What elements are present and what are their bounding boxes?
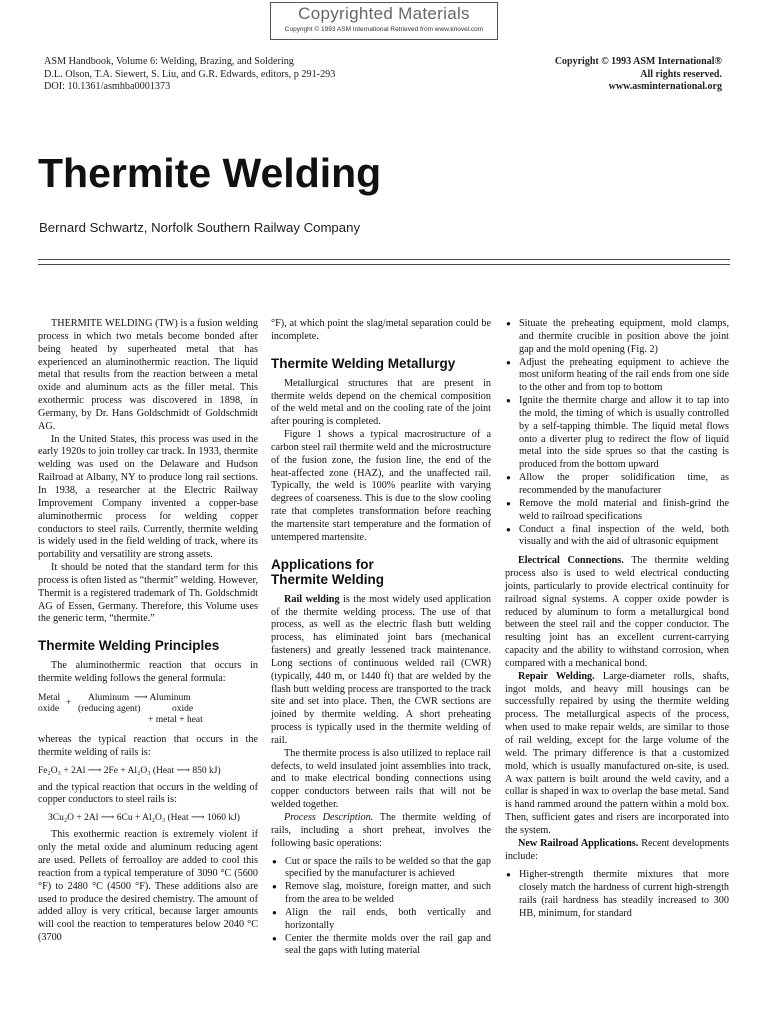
equation-rails: Fe₂O₃ + 2Al ⟶ 2Fe + Al₂O₃ (Heat ⟶ 850 kJ) <box>38 765 221 776</box>
rail-welding-runin: Rail welding <box>284 593 340 605</box>
electrical-connections-text: The thermite welding process also is used to weld electrical conducting joints, particularly to provide electrical continuity for railroad signal systems. A copper oxide powder is reduced by aluminum to form a metallurgical bond between the steel rail and the copper conductor. The resulting joint has an excellent current-carrying capacity and the ability to withstand corrosion, when compared with a mechanical bond. <box>505 555 729 669</box>
formula-reducing-agent: (reducing agent) <box>78 703 141 714</box>
list-item: ● Allow the proper solidification time, as recommended by the manufacturer <box>505 472 729 498</box>
process-description-text: The thermite welding of rails, including a short preheat, involves the following basic operations: <box>271 812 491 849</box>
list-item: ● Align the rail ends, both vertically and horizontally <box>271 907 491 933</box>
repair-welding-paragraph <box>505 671 729 838</box>
formula-product-oxide: oxide <box>172 703 194 714</box>
metallurgy-paragraph-1: Metallurgical structures that are present in thermite welds depend on the chemical composition of the weld metal and on the cooling rate of the joint after pouring is completed. <box>271 377 491 428</box>
column-1 <box>38 318 258 945</box>
article-title: Thermite Welding <box>38 150 382 196</box>
citation-line-1: ASM Handbook, Volume 6: Welding, Brazing, and Soldering <box>44 56 294 67</box>
formula-plus: + <box>66 697 72 708</box>
developments-list <box>505 869 729 920</box>
slag-continuation: °F), at which point the slag/metal separation could be incomplete. <box>271 318 491 342</box>
operations-list <box>271 856 491 959</box>
list-item: ● Conduct a final inspection of the weld, both visually and with the aid of ultrasonic equipment <box>505 524 729 550</box>
heading-applications <box>271 557 491 587</box>
repair-welding-text: Large-diameter rolls, shafts, ingot molds, and heavy mill housings can be successfully repaired by using the thermite welding process. The metallurgical aspects of the process, when used to make repair welds, are similar to those of rail welding, except for the large volume of the weld. The primary difference is that a customized mold, which is usually manufactured on-site, is used. A wax pattern is built around the weld cavity, and a collar is shaped in wax to overlap the base metal. Sand is hand rammed around the pattern within a mold box. Then, sufficient gates and risers are incorporated into the system. <box>505 670 729 836</box>
rail-defects-paragraph: The thermite process is also utilized to replace rail defects, to weld insulated joint assemblies into track, and to make electrical bonding connections using copper conductors between rails that will not be welded together. <box>271 747 491 811</box>
rights-line-2: All rights reserved. <box>640 68 722 80</box>
list-item: ● Higher-strength thermite mixtures that more closely match the hardness of current high-strength rails (rail hardness has steadily increased to 300 HB, minimum, for standard <box>505 869 729 920</box>
formula-arrow-product: ⟶ Aluminum <box>134 692 191 703</box>
copyright-title: Copyrighted Materials <box>298 4 470 23</box>
copper-reaction-intro: and the typical reaction that occurs in the welding of copper conductors to steel rails is: <box>38 781 258 806</box>
heading-metallurgy: Thermite Welding Metallurgy <box>271 355 456 371</box>
terminology-paragraph: It should be noted that the standard term for this process is often listed as “thermit” welding. However, Thermit is a registered trademark of Th. Goldschmidt AG of Essen, Germany. Therefore, this Volume uses the generic term, “thermite.” <box>38 562 258 625</box>
new-railroad-text: Recent developments include: <box>505 837 729 862</box>
formula-metal: Metal <box>38 692 61 703</box>
rights-block <box>555 56 722 94</box>
formula-aluminum: Aluminum <box>88 692 130 703</box>
list-item: ● Remove slag, moisture, foreign matter, and such from the area to be welded <box>271 881 491 907</box>
rail-welding-text: is the most widely used application of the thermite welding process. The use of that process, as well as the electric flash butt welding process, has eliminated joint bars (mechanical fasteners) and greatly lessened track maintenance. Long sections of continuous welded rail (CWR) (typically, 440 m, or 1440 ft) that are welded by the flash butt welding process are transported to the track site and set into place. Then, the CWR sections are joined by thermite welding. A short preheating process is typically used in the thermite welding of rail. <box>271 593 492 746</box>
copyright-subtitle: Copyright © 1993 ASM International Retrieved from www.knovel.com <box>284 26 484 33</box>
citation-line-2: D.L. Olson, T.A. Siewert, S. Liu, and G.R. Edwards, editors, p 291-293 <box>44 68 336 80</box>
electrical-connections-runin: Electrical Connections. <box>518 555 624 567</box>
process-description-runin: Process Description. <box>284 812 374 823</box>
general-formula <box>38 693 258 727</box>
exothermic-paragraph: This exothermic reaction is extremely violent if only the metal oxide and aluminum reducing agent are used. Pellets of ferroalloy are added to cool this reaction from a typical temperature of 3090 °C (5600 °F) to 2480 °C (4500 °F). These additions also are used to produce the desired chemistry. The amount of added alloy is very critical, because larger amounts will cool the reaction to temperatures below 2040 °C (3700 <box>38 829 258 944</box>
electrical-connections-paragraph <box>505 555 729 671</box>
metallurgy-paragraph-2: Figure 1 shows a typical macrostructure of a carbon steel rail thermite weld and the microstructure of the fusion zone, the fusion line, the end of the heat-affected zone (HAZ), and the unaffected rail. Typically, the weld is 100% pearlite with varying degrees of coarseness. This is due to the slow cooling rate that completes transformation before reaching the martensite start temperature and the formation of untempered martensite. <box>271 429 491 543</box>
repair-welding-runin: Repair Welding. <box>518 670 595 682</box>
rights-url: www.asminternational.org <box>608 81 722 92</box>
process-description-paragraph <box>271 812 491 851</box>
copyright-stamp <box>270 2 498 40</box>
divider-rule-top <box>38 259 730 260</box>
rail-welding-paragraph <box>271 594 491 748</box>
rails-reaction-intro: whereas the typical reaction that occurs in the thermite welding of rails is: <box>38 733 258 758</box>
equation-copper: 3Cu₂O + 2Al ⟶ 6Cu + Al₂O₃ (Heat ⟶ 1060 kJ) <box>48 813 240 824</box>
list-item: ● Adjust the preheating equipment to achieve the most uniform heating of the rail ends from one side to the other and from top to bottom <box>505 357 729 396</box>
list-item: ● Remove the mold material and finish-grind the weld to railroad specifications <box>505 498 729 524</box>
formula-product-rest: + metal + heat <box>148 714 203 725</box>
principles-paragraph: The aluminothermic reaction that occurs in thermite welding follows the general formula: <box>38 660 258 685</box>
history-paragraph: In the United States, this process was used in the early 1920s to join trolley car track. In 1933, thermite welding was used on the Delaware and Hudson Railroad at Albany, NY to produce long rail sections. In 1938, a researcher at the Electric Railway Improvement Company invented a copper-base aluminothermic process for welding copper conductors to steel rails. Currently, thermite welding is widely used in the field welding of track, where its portability and versatility are strong assets. <box>38 433 258 561</box>
list-item: ● Center the thermite molds over the rail gap and seal the gaps with luting material <box>271 933 491 959</box>
heading-applications-line-2: Thermite Welding <box>271 571 385 587</box>
formula-oxide: oxide <box>38 703 60 714</box>
list-item: ● Ignite the thermite charge and allow it to tap into the mold, the timing of which is usually controlled by a self-tapping thimble. The liquid metal flows onto a diverter plug to redirect the flow of liquid metal into the side sprues so that the casting is produced from the bottom upward <box>505 395 729 472</box>
new-railroad-runin: New Railroad Applications. <box>518 837 639 849</box>
heading-applications-line-1: Applications for <box>271 556 374 572</box>
column-3 <box>505 318 729 921</box>
citation-doi: DOI: 10.1361/asmhba0001373 <box>44 81 171 92</box>
rights-line-1: Copyright © 1993 ASM International® <box>554 56 722 67</box>
column-2 <box>271 318 491 958</box>
intro-paragraph: THERMITE WELDING (TW) is a fusion welding process in which two metals become bonded after being heated by superheated metal that has experienced an aluminothermic reaction. The liquid metal that results from the reaction between a metal oxide and aluminum acts as the filler metal. This exothermic process was discovered in 1898, in Germany, by Dr. Hans Goldschmidt of Goldschmidt AG. <box>38 318 258 432</box>
heading-principles: Thermite Welding Principles <box>38 638 220 654</box>
new-railroad-paragraph <box>505 838 729 864</box>
author-line: Bernard Schwartz, Norfolk Southern Railway Company <box>39 220 361 235</box>
list-item: ● Cut or space the rails to be welded so that the gap specified by the manufacturer is achieved <box>271 856 491 882</box>
divider-rule-bottom <box>38 264 730 265</box>
list-item: ● Situate the preheating equipment, mold clamps, and thermite crucible in position above the joint gap and the mold opening (Fig. 2) <box>505 318 729 357</box>
citation-block <box>44 56 335 94</box>
operations-list-continued <box>505 318 729 549</box>
